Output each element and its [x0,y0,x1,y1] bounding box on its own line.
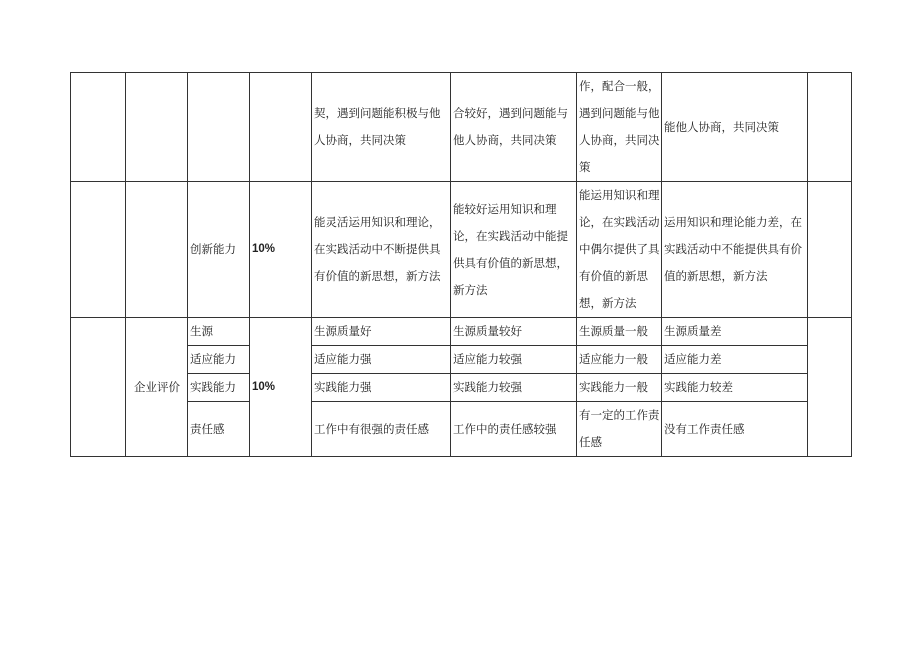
score-cell [808,73,852,182]
table-row [71,73,852,182]
item-label: 实践能力 [188,374,250,402]
criterion-good: 工作中的责任感较强 [451,402,577,457]
criterion-good: 适应能力较强 [451,346,577,374]
table-row [71,374,852,402]
category-label: 企业评价 [126,318,188,457]
evaluation-table [70,72,852,457]
table-cell [188,73,250,182]
criterion-good: 实践能力较强 [451,374,577,402]
table-cell [250,73,312,182]
criterion-poor: 运用知识和理论能力差，在实践活动中不能提供具有价值的新思想，新方法 [662,182,808,318]
score-cell [808,182,852,318]
criterion-poor: 生源质量差 [662,318,808,346]
criterion-good: 能较好运用知识和理论，在实践活动中能提供具有价值的新思想，新方法 [451,182,577,318]
criterion-excellent: 适应能力强 [312,346,451,374]
criterion-excellent: 实践能力强 [312,374,451,402]
criterion-poor: 没有工作责任感 [662,402,808,457]
table-cell [71,73,126,182]
weight-value: 10% [250,182,312,318]
criterion-fair: 有一定的工作责任感 [577,402,662,457]
item-label: 生源 [188,318,250,346]
table-cell [71,182,126,318]
criterion-excellent: 契，遇到问题能积极与他人协商，共同决策 [312,73,451,182]
criterion-fair: 作，配合一般，遇到问题能与他人协商，共同决策 [577,73,662,182]
criterion-fair: 实践能力一般 [577,374,662,402]
criterion-fair: 适应能力一般 [577,346,662,374]
criterion-fair: 能运用知识和理论，在实践活动中偶尔提供了具有价值的新思想，新方法 [577,182,662,318]
table-row [71,318,852,346]
criterion-excellent: 生源质量好 [312,318,451,346]
score-cell [808,318,852,457]
table-row [71,182,852,318]
criterion-poor: 实践能力较差 [662,374,808,402]
weight-value: 10% [250,318,312,457]
item-label: 适应能力 [188,346,250,374]
criterion-poor: 适应能力差 [662,346,808,374]
criterion-good: 合较好，遇到问题能与他人协商，共同决策 [451,73,577,182]
criterion-excellent: 工作中有很强的责任感 [312,402,451,457]
table-row [71,402,852,457]
table-cell [126,73,188,182]
criterion-poor: 能他人协商，共同决策 [662,73,808,182]
criterion-excellent: 能灵活运用知识和理论，在实践活动中不断提供具有价值的新思想，新方法 [312,182,451,318]
item-label: 创新能力 [188,182,250,318]
criterion-fair: 生源质量一般 [577,318,662,346]
table-cell [71,318,126,457]
table-cell [126,182,188,318]
item-label: 责任感 [188,402,250,457]
criterion-good: 生源质量较好 [451,318,577,346]
table-row [71,346,852,374]
